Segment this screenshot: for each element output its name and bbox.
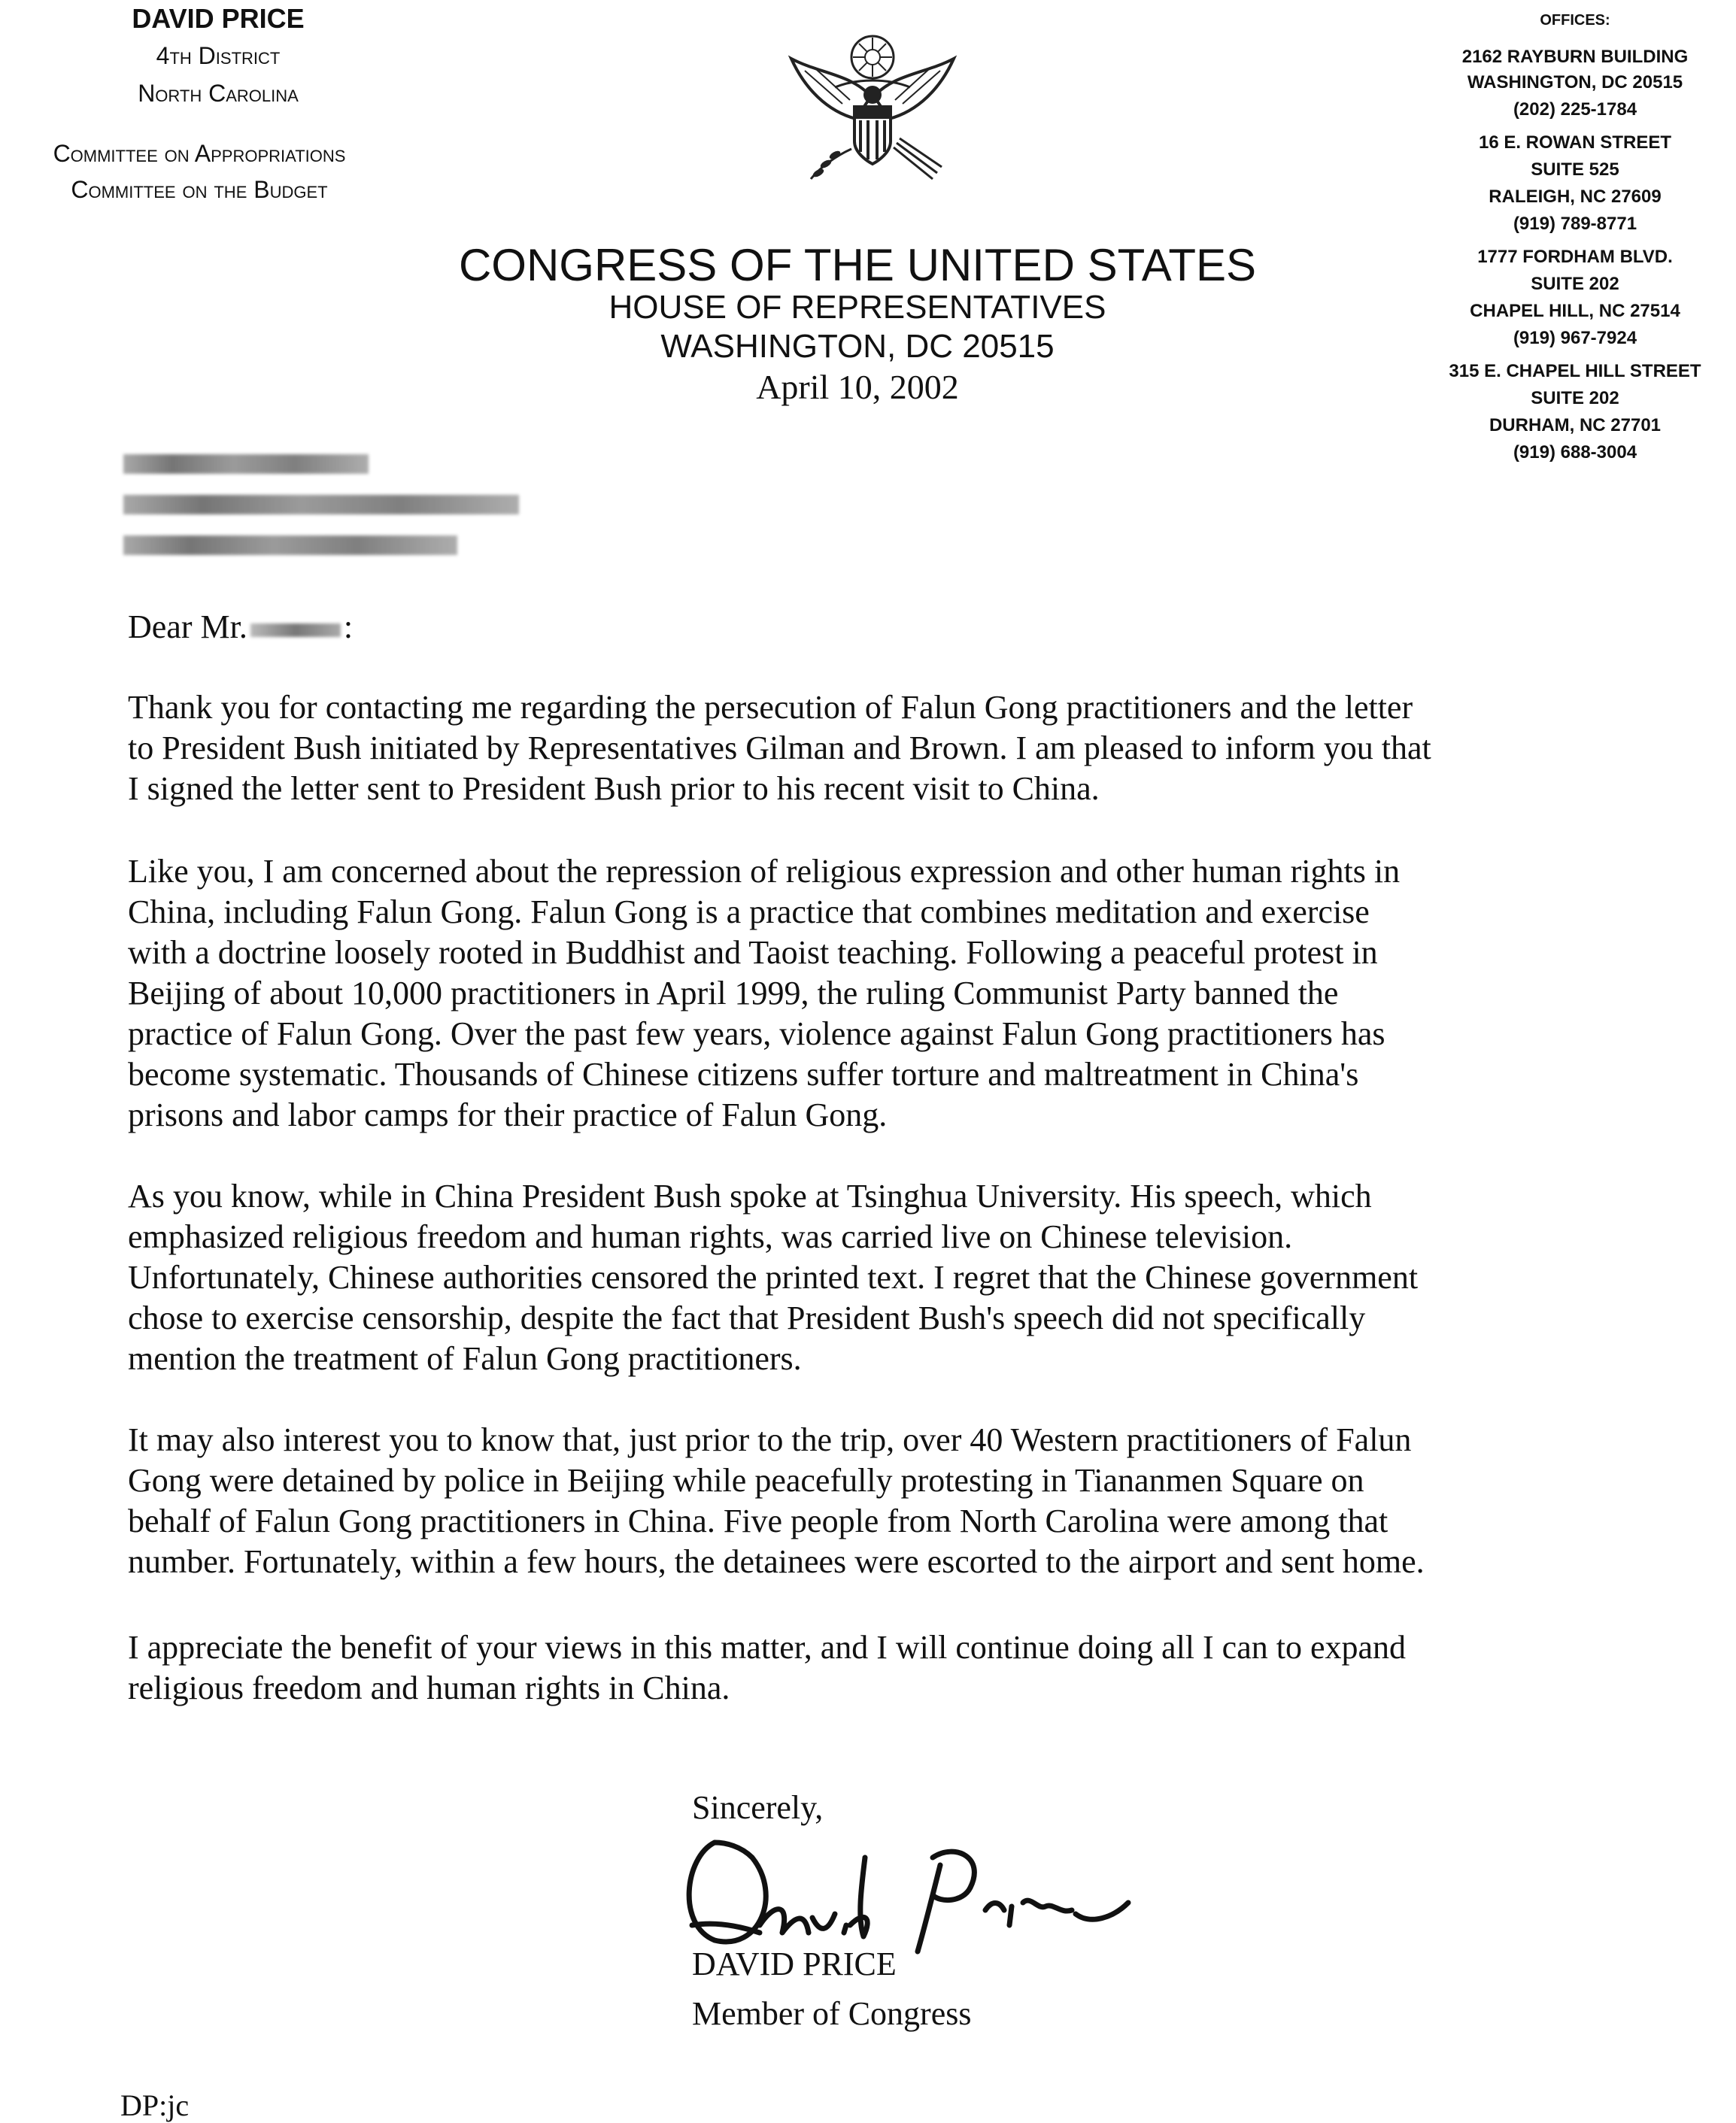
paragraph-line: religious freedom and human rights in China. [128,1670,730,1706]
signer-title: Member of Congress [692,1995,972,2032]
office-line: (202) 225-1784 [1513,99,1637,120]
paragraph-line: emphasized religious freedom and human rights, was carried live on Chinese television. [128,1218,1293,1255]
paragraph-line: mention the treatment of Falun Gong practitioners. [128,1340,802,1377]
office-line: 2162 RAYBURN BUILDING [1461,47,1689,67]
paragraph-line: I signed the letter sent to President Bush prior to his recent visit to China. [128,770,1100,807]
office-line: CHAPEL HILL, NC 27514 [1470,301,1680,321]
paragraph [128,851,1625,1136]
chamber-title: HOUSE OF REPRESENTATIVES [609,289,1106,326]
office-line: WASHINGTON, DC 20515 [1467,72,1683,93]
great-seal-icon [782,29,963,187]
paragraph-line: become systematic. Thousands of Chinese citizens suffer torture and maltreatment in China's [128,1056,1359,1093]
salutation-prefix: Dear Mr. [128,608,247,645]
paragraph-line: I appreciate the benefit of your views in this matter, and I will continue doing all I can to expand [128,1629,1407,1666]
member-name: DAVID PRICE [132,3,305,34]
district: 4th District [156,42,281,69]
redacted-recipient-name [250,623,341,637]
office-line: RALEIGH, NC 27609 [1489,187,1662,207]
office-line: SUITE 202 [1531,388,1619,408]
office-line: (919) 789-8771 [1513,214,1637,234]
paragraph-line: prisons and labor camps for their practice of Falun Gong. [128,1096,888,1133]
office-line: 315 E. CHAPEL HILL STREET [1449,361,1701,381]
letter-date: April 10, 2002 [756,368,959,406]
paragraph-line: Beijing of about 10,000 practitioners in April 1999, the ruling Communist Party banned the [128,975,1339,1011]
paragraph-line: chose to exercise censorship, despite the fact that President Bush's speech did not specifically [128,1300,1366,1336]
redacted-line [123,535,457,555]
office-line: 1777 FORDHAM BLVD. [1477,247,1673,267]
salutation [128,608,353,646]
closing: Sincerely, [692,1789,824,1826]
paragraph-line: Thank you for contacting me regarding the persecution of Falun Gong practitioners and the letter [128,689,1413,726]
state: North Carolina [138,80,299,107]
salutation-suffix: : [343,608,354,645]
paragraph-line: It may also interest you to know that, just prior to the trip, over 40 Western practitioners of Falun [128,1421,1412,1458]
paragraph-line: number. Fortunately, within a few hours, the detainees were escorted to the airport and sent home. [128,1543,1425,1580]
redacted-line [123,454,369,474]
office-line: SUITE 525 [1531,159,1619,180]
institution-title: CONGRESS OF THE UNITED STATES [458,240,1257,290]
city-line: WASHINGTON, DC 20515 [660,328,1055,365]
paragraph-line: with a doctrine loosely rooted in Buddhist and Taoist teaching. Following a peaceful protest in [128,934,1378,971]
office-line: (919) 967-7924 [1513,328,1637,348]
redacted-line [123,495,519,514]
paragraph-line: Like you, I am concerned about the repression of religious expression and other human rights in [128,853,1401,890]
typist-initials: DP:jc [120,2088,190,2122]
paragraph-line: Gong were detained by police in Beijing while peacefully protesting in Tiananmen Square on [128,1462,1364,1499]
paragraph-line: Unfortunately, Chinese authorities censored the printed text. I regret that the Chinese government [128,1259,1419,1296]
signer-name: DAVID PRICE [692,1946,897,1982]
paragraph-line: China, including Falun Gong. Falun Gong is a practice that combines meditation and exercise [128,893,1370,930]
paragraph [128,1627,1625,1709]
paragraph-line: behalf of Falun Gong practitioners in China. Five people from North Carolina were among that [128,1503,1388,1539]
offices-label: OFFICES: [1540,12,1610,29]
committee-appropriations: Committee on Appropriations [53,140,346,167]
office-line: (919) 688-3004 [1513,442,1637,463]
paragraph [128,1176,1625,1379]
office-line: 16 E. ROWAN STREET [1478,132,1672,153]
paragraph-line: practice of Falun Gong. Over the past few years, violence against Falun Gong practitioners has [128,1015,1385,1052]
paragraph [128,1420,1625,1582]
paragraph-line: As you know, while in China President Bush spoke at Tsinghua University. His speech, which [128,1178,1372,1215]
office-line: DURHAM, NC 27701 [1489,415,1662,435]
paragraph [128,687,1625,809]
committee-budget: Committee on the Budget [71,176,328,203]
office-line: SUITE 202 [1531,274,1619,294]
paragraph-line: to President Bush initiated by Representatives Gilman and Brown. I am pleased to inform you that [128,729,1431,766]
